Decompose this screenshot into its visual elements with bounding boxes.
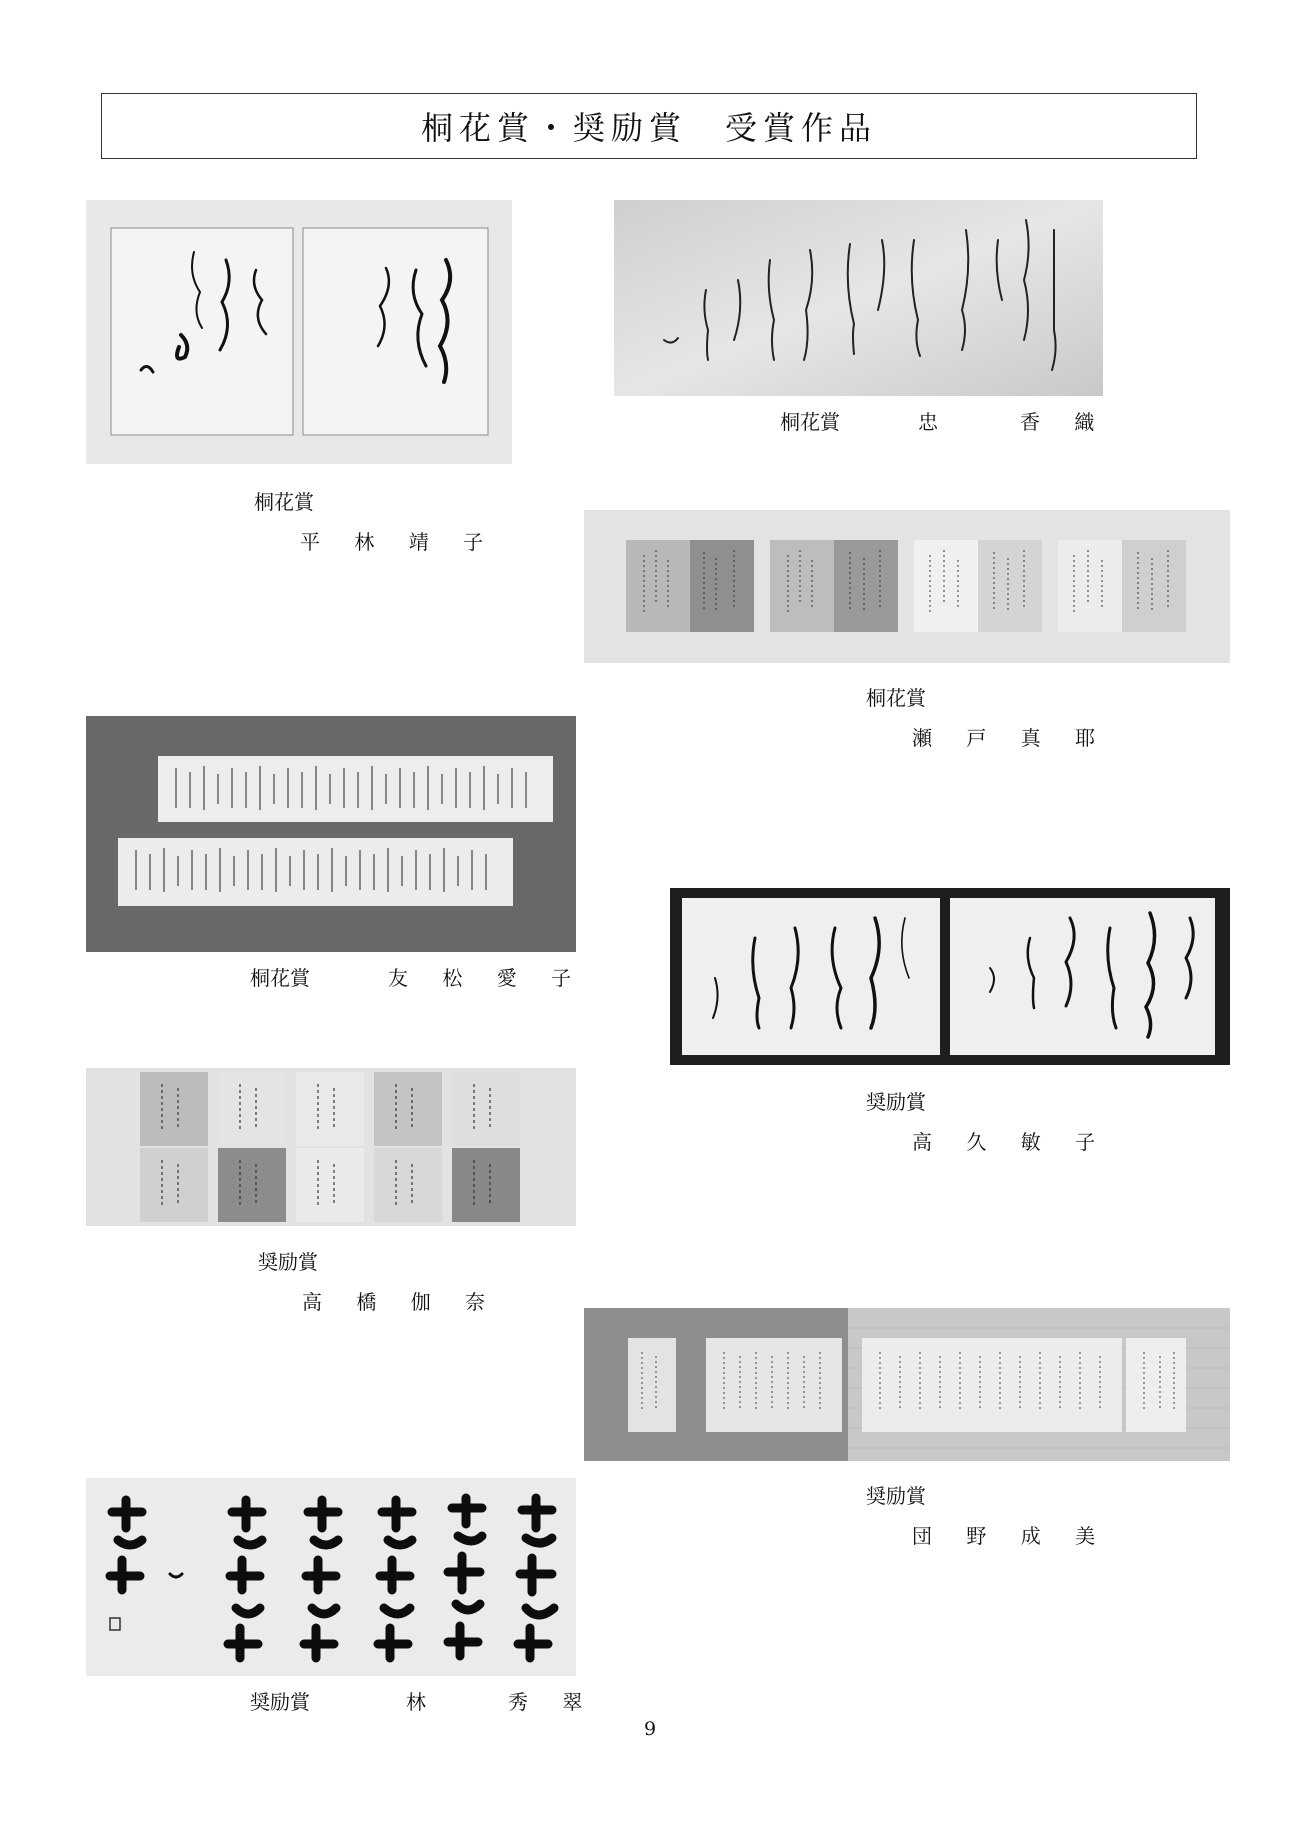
artist-name: 平 林 靖 子: [300, 530, 498, 554]
prize-label: 奨励賞: [258, 1250, 318, 1274]
artwork-takaku: [670, 888, 1230, 1065]
artwork-hayashi: [86, 1478, 576, 1676]
prize-label: 桐花賞: [254, 490, 314, 514]
prize-label: 奨励賞: [250, 1690, 310, 1714]
prize-label: 桐花賞: [780, 410, 840, 434]
artist-name: 忠 香 織: [918, 410, 1109, 434]
artist-name: 団 野 成 美: [912, 1524, 1110, 1548]
page-title: 桐花賞・奨励賞 受賞作品: [420, 109, 877, 147]
artwork-tomomatsu: [86, 716, 576, 952]
artwork-hirabayashi: [86, 200, 512, 464]
artwork-danno: [584, 1308, 1230, 1461]
prize-label: 桐花賞: [250, 966, 310, 990]
artist-name: 高 久 敏 子: [912, 1130, 1110, 1154]
artist-name: 瀬 戸 真 耶: [912, 726, 1110, 750]
prize-label: 桐花賞: [866, 686, 926, 710]
artwork-takahashi: [86, 1068, 576, 1226]
artist-name: 林 秀 翠: [406, 1690, 597, 1714]
page-number: 9: [643, 1718, 657, 1740]
artwork-seto: [584, 510, 1230, 663]
prize-label: 奨励賞: [866, 1484, 926, 1508]
artist-name: 友 松 愛 子: [388, 966, 586, 990]
artist-name: 高 橋 伽 奈: [302, 1290, 500, 1314]
page-title-box: [101, 93, 1197, 159]
artwork-tada: [614, 200, 1103, 396]
prize-label: 奨励賞: [866, 1090, 926, 1114]
